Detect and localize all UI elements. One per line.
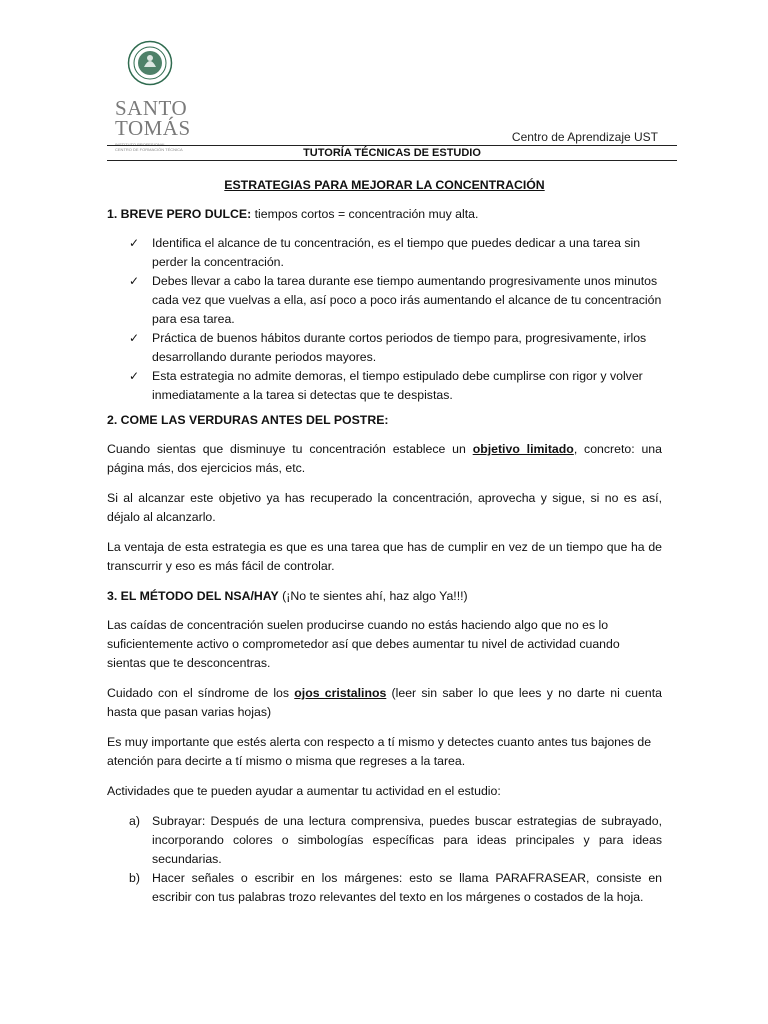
section2-p1-text-after: , concreto: una página más, dos ejercicios más, etc. <box>107 442 662 475</box>
section2-p1-underline: objetivo limitado <box>472 442 574 456</box>
section3-p2-underline: ojos cristalinos <box>294 686 387 700</box>
section3-paragraph2 <box>107 684 662 722</box>
list-item <box>107 812 662 869</box>
section2-paragraph2: Si al alcanzar este objetivo ya has recuperado la concentración, aprovecha y sigue, si no es así, déjalo al alcanzarlo. <box>107 491 662 524</box>
check-icon: ✓ <box>129 274 140 288</box>
check-icon: ✓ <box>129 236 140 250</box>
section2-heading-bold: 2. COME LAS VERDURAS ANTES DEL POSTRE: <box>107 413 389 427</box>
checklist-item <box>107 272 662 329</box>
checklist-item <box>107 367 662 405</box>
section2-heading <box>107 411 662 430</box>
section1-heading-rest: tiempos cortos = concentración muy alta. <box>251 207 479 221</box>
header-rule-bottom <box>107 160 677 161</box>
santo-tomas-seal-icon <box>127 40 173 86</box>
checklist-item-text: Esta estrategia no admite demoras, el tiempo estipulado debe cumplirse con rigor y volver inmediatamente a la tarea si detectas que te despistas. <box>152 369 643 402</box>
section1-checklist <box>107 234 662 405</box>
list-item-marker: b) <box>129 871 140 885</box>
section2-paragraph1 <box>107 440 662 478</box>
logo-subtitle-line2: CENTRO DE FORMACIÓN TÉCNICA <box>115 147 183 152</box>
section3-p2-text-after: (leer sin saber lo que lees y no darte ni cuenta hasta que pasan varias hojas) <box>107 686 662 719</box>
checklist-item-text: Identifica el alcance de tu concentración, es el tiempo que puedes dedicar a una tarea sin perder la concentración. <box>152 236 641 269</box>
section2-p1-text: Cuando sientas que disminuye tu concentración establece un <box>107 442 473 456</box>
checklist-item <box>107 234 662 272</box>
list-item <box>107 869 662 907</box>
section3-paragraph4: Actividades que te pueden ayudar a aumentar tu actividad en el estudio: <box>107 784 501 798</box>
list-item-text: Hacer señales o escribir en los márgenes: esto se llama PARAFRASEAR, consiste en escribir con tus palabras trozo relevantes del texto en los márgenes o costados de la hoja. <box>152 871 662 904</box>
checklist-item-text: Práctica de buenos hábitos durante cortos periodos de tiempo para, progresivamente, irlos desarrollando durante periodos mayores. <box>152 331 647 364</box>
checklist-item <box>107 329 662 367</box>
list-item-marker: a) <box>129 814 140 828</box>
section3-paragraph3: Es muy importante que estés alerta con respecto a tí mismo y detectes cuanto antes tus bajones de atención para decirte a tí mismo o misma que regreses a la tarea. <box>107 735 652 768</box>
check-icon: ✓ <box>129 331 140 345</box>
section3-heading-rest: (¡No te sientes ahí, haz algo Ya!!!) <box>278 589 468 603</box>
section3-heading <box>107 587 662 606</box>
logo-brand-line1: SANTO <box>115 96 188 120</box>
header-title: TUTORÍA TÉCNICAS DE ESTUDIO <box>303 147 481 159</box>
section3-paragraph1: Las caídas de concentración suelen producirse cuando no estás haciendo algo que no es lo suficientemente activo o comprometedor así que debes aumentar tu nivel de actividad cuando sientas que te desconcentras. <box>107 618 620 670</box>
section3-heading-bold: 3. EL MÉTODO DEL NSA/HAY <box>107 589 279 603</box>
section1-heading-bold: 1. BREVE PERO DULCE: <box>107 207 252 221</box>
check-icon: ✓ <box>129 369 140 383</box>
center-name: Centro de Aprendizaje UST <box>511 130 658 144</box>
santo-tomas-logo <box>115 40 195 152</box>
list-item-text: Subrayar: Después de una lectura comprensiva, puedes buscar estrategias de subrayado, incorporando colores o simbologías específicas para ideas principales y para ideas secundarias. <box>152 814 662 866</box>
logo-brand-line2: TOMÁS <box>115 116 191 140</box>
section1-heading <box>107 205 662 224</box>
section3-activity-list <box>107 812 662 907</box>
section3-p2-text: Cuidado con el síndrome de los <box>107 686 295 700</box>
document-title: ESTRATEGIAS PARA MEJORAR LA CONCENTRACIÓN <box>224 178 545 192</box>
document-body <box>107 176 662 907</box>
logo-subtitle-line1: INSTITUTO PROFESIONAL <box>115 142 166 147</box>
checklist-item-text: Debes llevar a cabo la tarea durante ese tiempo aumentando progresivamente unos minutos cada vez que vuelvas a ella, así poco a poco irás aumentando el alcance de tu concentración para esa tarea. <box>152 274 662 326</box>
section2-paragraph3: La ventaja de esta estrategia es que es una tarea que has de cumplir en vez de un tiempo que ha de transcurrir y eso es más fácil de controlar. <box>107 540 662 573</box>
